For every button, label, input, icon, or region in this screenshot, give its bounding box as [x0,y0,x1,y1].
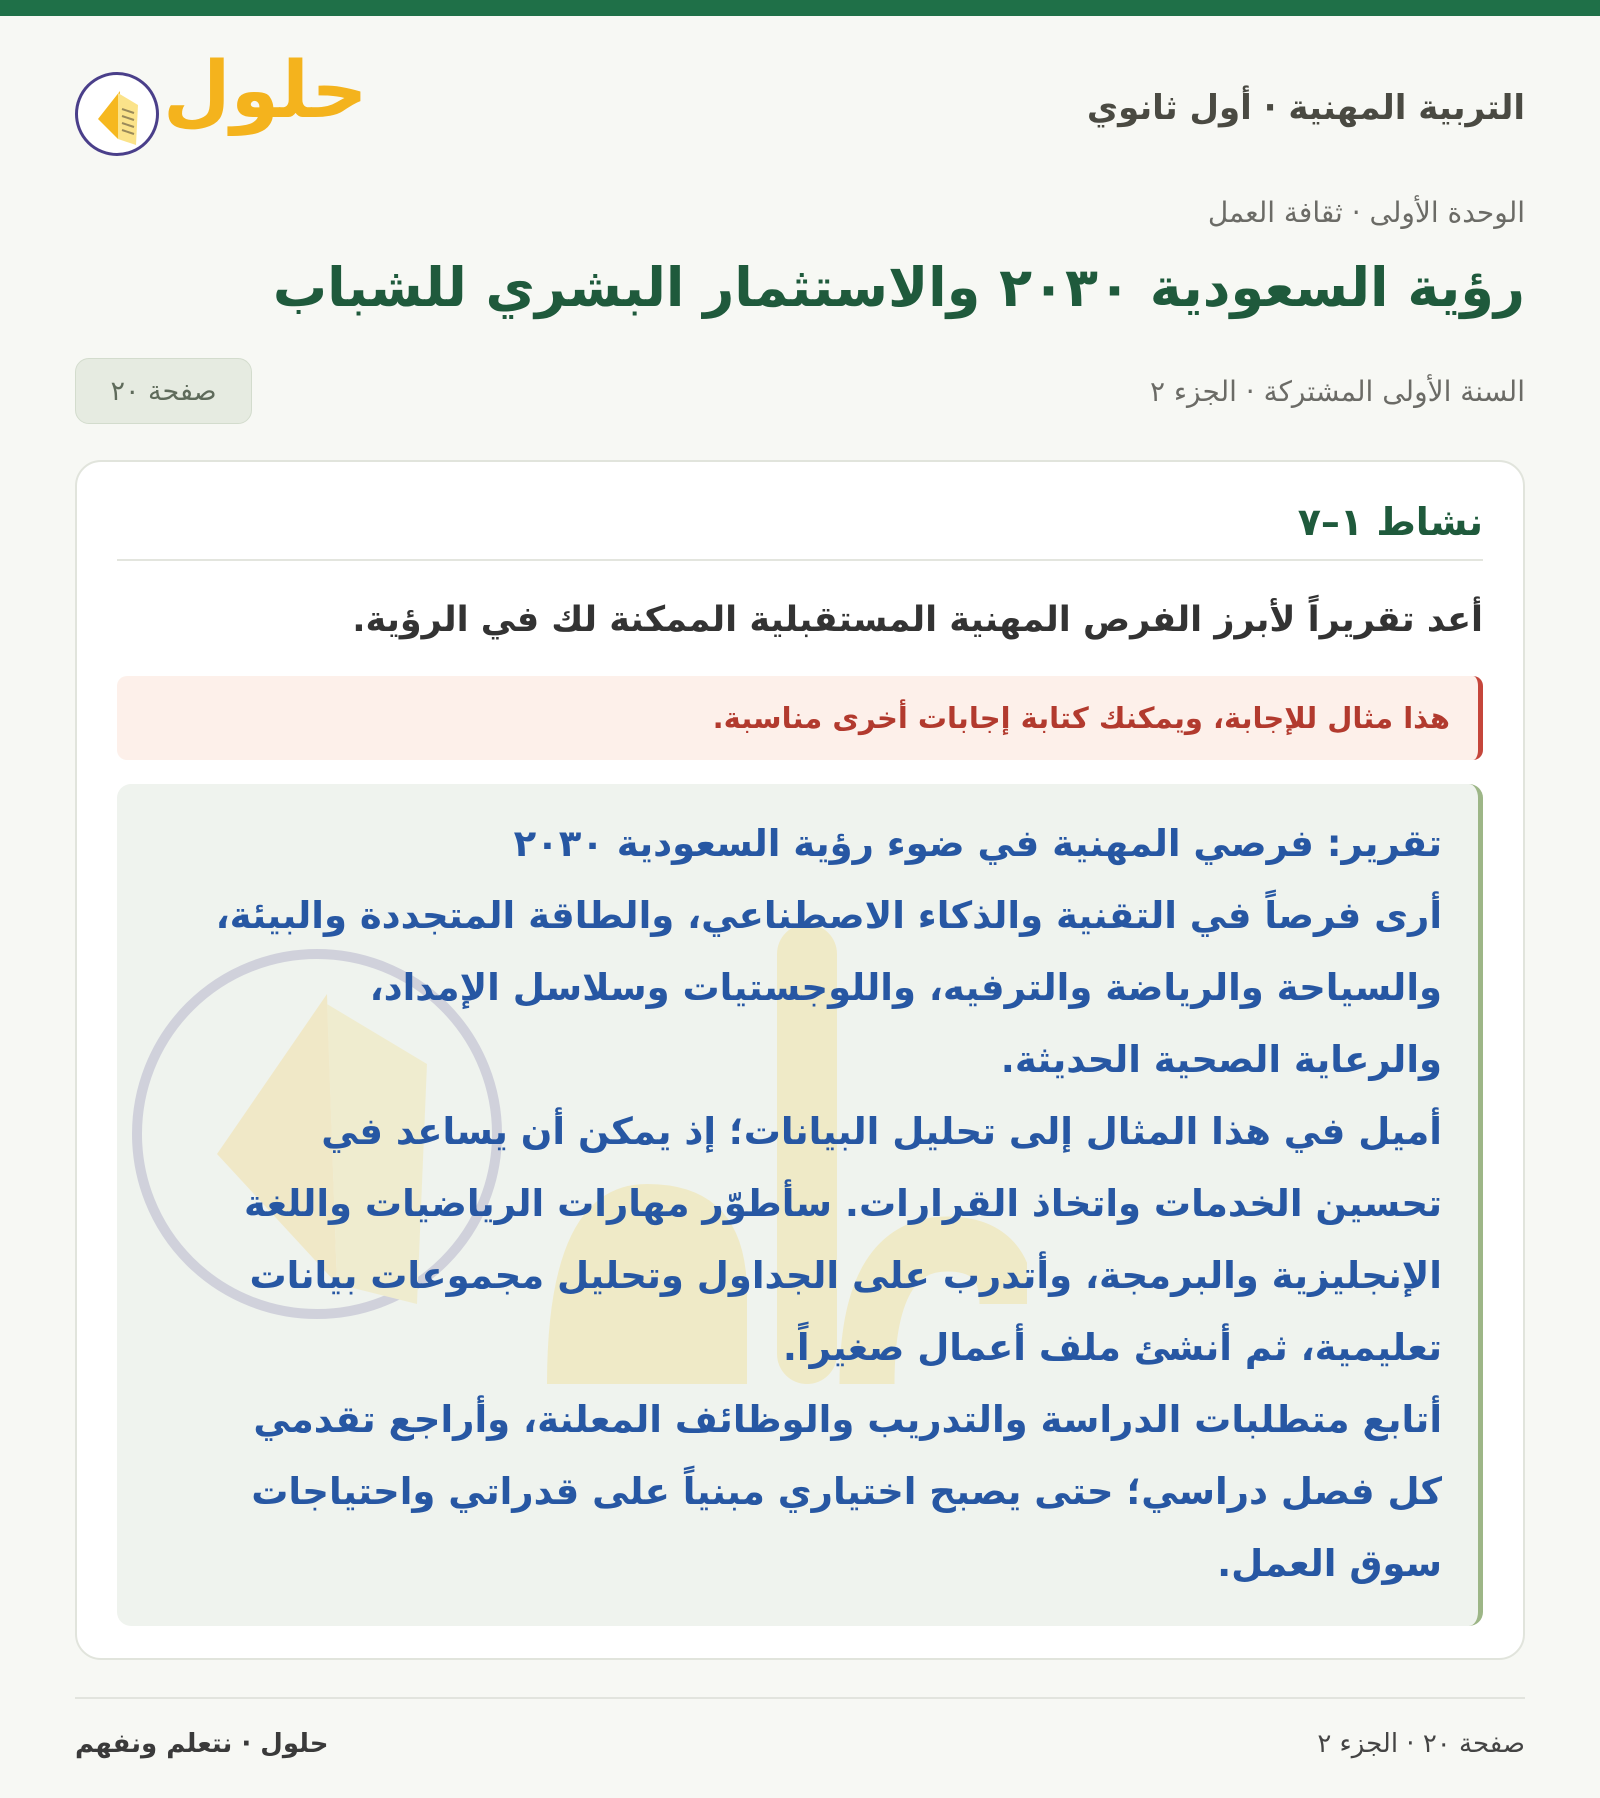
answer-line: تعليمية، ثم أنشئ ملف أعمال صغيراً. [782,1326,1442,1369]
footer-divider [75,1697,1525,1699]
answer-line: سوق العمل. [1217,1542,1442,1585]
answer-text [147,808,1442,1600]
answer-line: أميل في هذا المثال إلى تحليل البيانات؛ إذ يمكن أن يساعد في [321,1110,1442,1153]
subject-title: التربية المهنية · أول ثانوي [1086,87,1525,128]
logo-wordmark: حلول [163,46,368,136]
breadcrumb: الوحدة الأولى · ثقافة العمل [1207,196,1525,229]
answer-line: والرعاية الصحية الحديثة. [1000,1038,1442,1081]
note-text: هذا مثال للإجابة، ويمكنك كتابة إجابات أخرى مناسبة. [712,701,1450,735]
answer-line: أتابع متطلبات الدراسة والتدريب والوظائف المعلنة، وأراجع تقدمي [253,1398,1442,1441]
page-number-badge: صفحة ٢٠ [75,358,252,424]
meta-row [75,358,1525,424]
activity-title: نشاط ١–٧ [1297,500,1483,544]
answer-line: تحسين الخدمات واتخاذ القرارات. سأطوّر مهارات الرياضيات واللغة [244,1182,1442,1225]
answer-line: أرى فرصاً في التقنية والذكاء الاصطناعي، والطاقة المتجددة والبيئة، [215,894,1442,937]
footer-brand: حلول · نتعلم ونفهم [75,1729,329,1759]
page-title: رؤية السعودية ٢٠٣٠ والاستثمار البشري للشباب [272,256,1525,319]
course-info: السنة الأولى المشتركة · الجزء ٢ [1149,374,1525,408]
footer-page-info: صفحة ٢٠ · الجزء ٢ [1317,1729,1525,1759]
activity-card [75,460,1525,1660]
answer-line: الإنجليزية والبرمجة، وأتدرب على الجداول وتحليل مجموعات بيانات [249,1254,1442,1297]
card-divider [117,559,1483,561]
logo-book-icon [75,72,159,156]
top-accent-bar [0,0,1600,16]
answer-line: كل فصل دراسي؛ حتى يصبح اختياري مبنياً على قدراتي واحتياجات [251,1470,1442,1513]
answer-line: تقرير: فرصي المهنية في ضوء رؤية السعودية ٢٠٣٠ [513,822,1442,865]
activity-question: أعد تقريراً لأبرز الفرص المهنية المستقبلية الممكنة لك في الرؤية. [352,600,1483,640]
page-footer [75,1724,1525,1764]
hulul-logo[interactable] [75,46,368,165]
page-header [75,46,1525,165]
answer-line: والسياحة والرياضة والترفيه، واللوجستيات وسلاسل الإمداد، [369,966,1442,1009]
answer-box [117,784,1483,1626]
answer-note [117,676,1483,760]
